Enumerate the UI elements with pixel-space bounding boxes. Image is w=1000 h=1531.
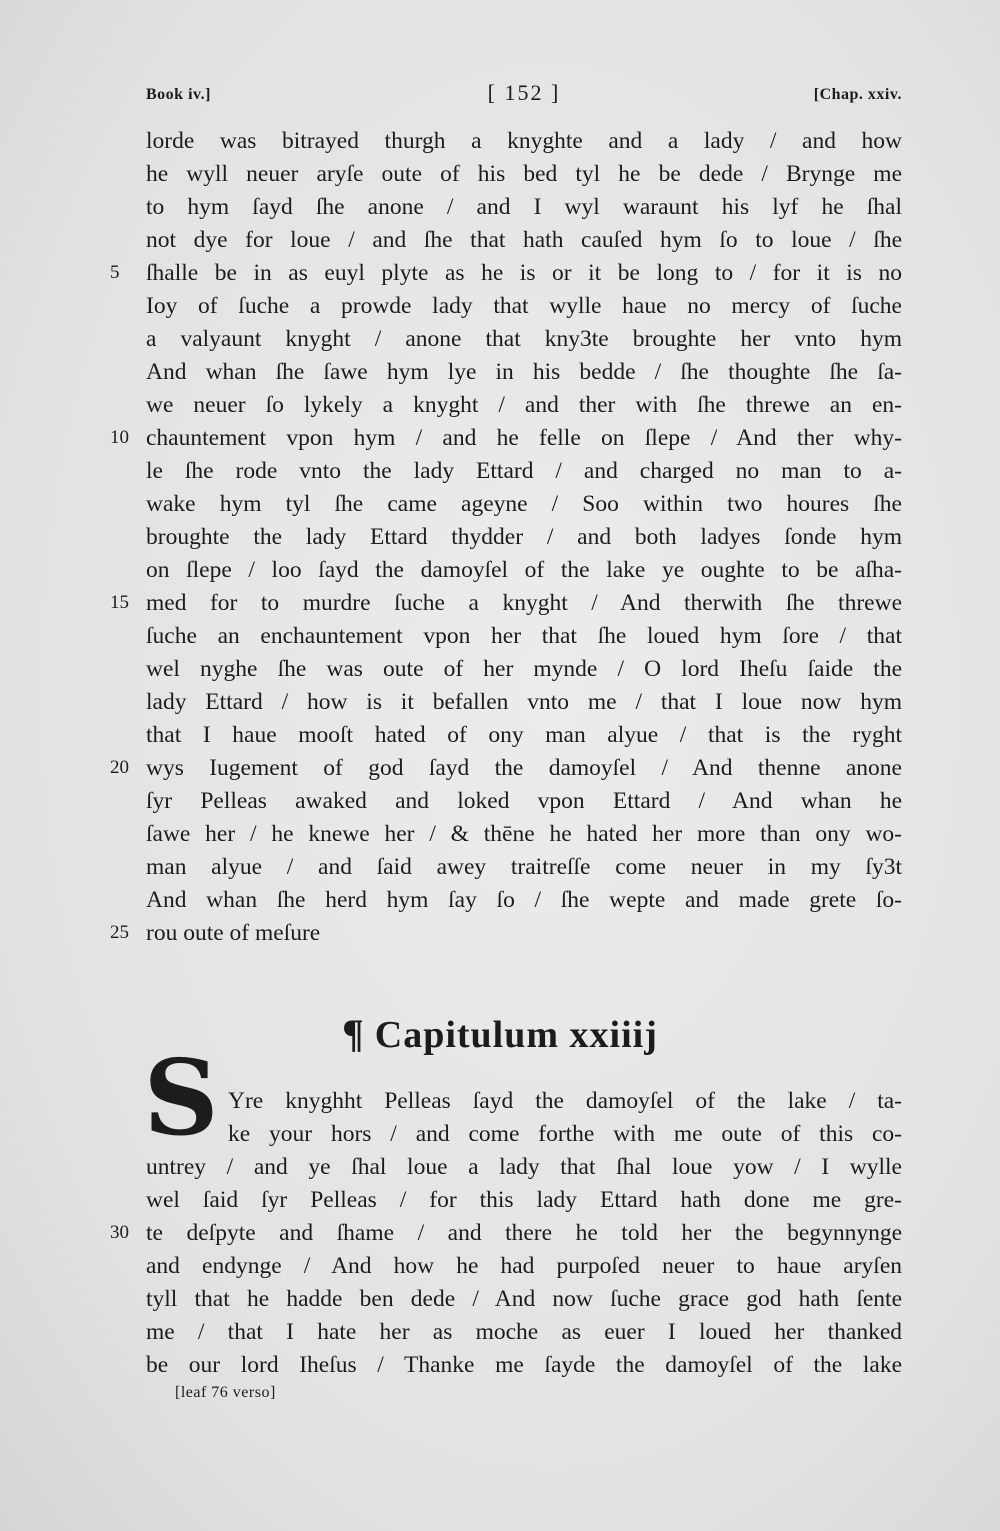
text-line: wake hym tyl ſhe came ageyne / Soo within two houres ſhe — [146, 491, 902, 517]
text-line: lady Ettard / how is it befallen vnto me / that I loue now hym — [146, 689, 902, 715]
text-line: wys Iugement of god ſayd the damoyſel / And thenne anone — [146, 755, 902, 781]
text-line: tyll that he hadde ben dede / And now ſuche grace god hath ſente — [146, 1286, 902, 1312]
text-line: And whan ſhe ſawe hym lye in his bedde / ſhe thoughte ſhe ſa- — [146, 359, 902, 385]
text-line: lorde was bitrayed thurgh a knyghte and a lady / and how — [146, 128, 902, 154]
text-line: ſuche an enchauntement vpon her that ſhe loued hym ſore / that — [146, 623, 902, 649]
line-number: 25 — [110, 922, 129, 943]
text-line: Yre knyghht Pelleas ſayd the damoyſel of the lake / ta- — [228, 1088, 902, 1114]
chapter-title: Capitulum xxiiij — [374, 1014, 658, 1056]
text-line: he wyll neuer aryſe oute of his bed tyl he be dede / Brynge me — [146, 161, 902, 187]
text-line: med for to murdre ſuche a knyght / And therwith ſhe threwe — [146, 590, 902, 616]
chapter-number: [Chap. xxiv. — [813, 86, 902, 103]
running-header — [146, 80, 902, 114]
text-line: we neuer ſo lykely a knyght / and ther with ſhe threwe an en- — [146, 392, 902, 418]
text-line: a valyaunt knyght / anone that kny3te broughte her vnto hym — [146, 326, 902, 352]
text-line: man alyue / and ſaid awey traitreſſe come neuer in my ſy3t — [146, 854, 902, 880]
line-number: 5 — [110, 262, 120, 283]
leaf-note: [leaf 76 verso] — [175, 1384, 276, 1401]
text-line: on ſlepe / loo ſayd the damoyſel of the lake ye oughte to be aſha- — [146, 557, 902, 583]
page-number: [ 152 ] — [487, 80, 561, 105]
text-line: And whan ſhe herd hym ſay ſo / ſhe wepte and made grete ſo- — [146, 887, 902, 913]
text-line: not dye for loue / and ſhe that hath cauſed hym ſo to loue / ſhe — [146, 227, 902, 253]
text-line: me / that I hate her as moche as euer I loued her thanked — [146, 1319, 902, 1345]
line-number: 30 — [110, 1222, 129, 1243]
text-line: to hym ſayd ſhe anone / and I wyl waraunt his lyf he ſhal — [146, 194, 902, 220]
text-line: rou oute of meſure — [146, 920, 321, 946]
text-line: le ſhe rode vnto the lady Ettard / and charged no man to a- — [146, 458, 902, 484]
text-line: broughte the lady Ettard thydder / and both ladyes ſonde hym — [146, 524, 902, 550]
text-line: be our lord Iheſus / Thanke me ſayde the damoyſel of the lake — [146, 1352, 902, 1378]
book-number: Book iv.] — [146, 86, 211, 103]
text-line: untrey / and ye ſhal loue a lady that ſhal loue yow / I wylle — [146, 1154, 902, 1180]
text-line: that I haue mooſt hated of ony man alyue / that is the ryght — [146, 722, 902, 748]
text-line: and endynge / And how he had purpoſed neuer to haue aryſen — [146, 1253, 902, 1279]
line-number: 15 — [110, 592, 129, 613]
line-number: 20 — [110, 757, 129, 778]
text-line: wel nyghe ſhe was oute of her mynde / O lord Iheſu ſaide the — [146, 656, 902, 682]
drop-cap: S — [143, 1036, 219, 1159]
pilcrow-icon: ¶ — [342, 1011, 365, 1056]
text-line: ſawe her / he knewe her / & thēne he hated her more than ony wo- — [146, 821, 902, 847]
text-line: te deſpyte and ſhame / and there he told her the begynnynge — [146, 1220, 902, 1246]
text-line: ſhalle be in as euyl plyte as he is or it be long to / for it is no — [146, 260, 902, 286]
line-number: 10 — [110, 427, 129, 448]
text-line: wel ſaid ſyr Pelleas / for this lady Ettard hath done me gre- — [146, 1187, 902, 1213]
text-line: ke your hors / and come forthe with me oute of this co- — [228, 1121, 902, 1147]
text-line: Ioy of ſuche a prowde lady that wylle haue no mercy of ſuche — [146, 293, 902, 319]
text-line: ſyr Pelleas awaked and loked vpon Ettard / And whan he — [146, 788, 902, 814]
text-line: chauntement vpon hym / and he felle on ſlepe / And ther why- — [146, 425, 902, 451]
